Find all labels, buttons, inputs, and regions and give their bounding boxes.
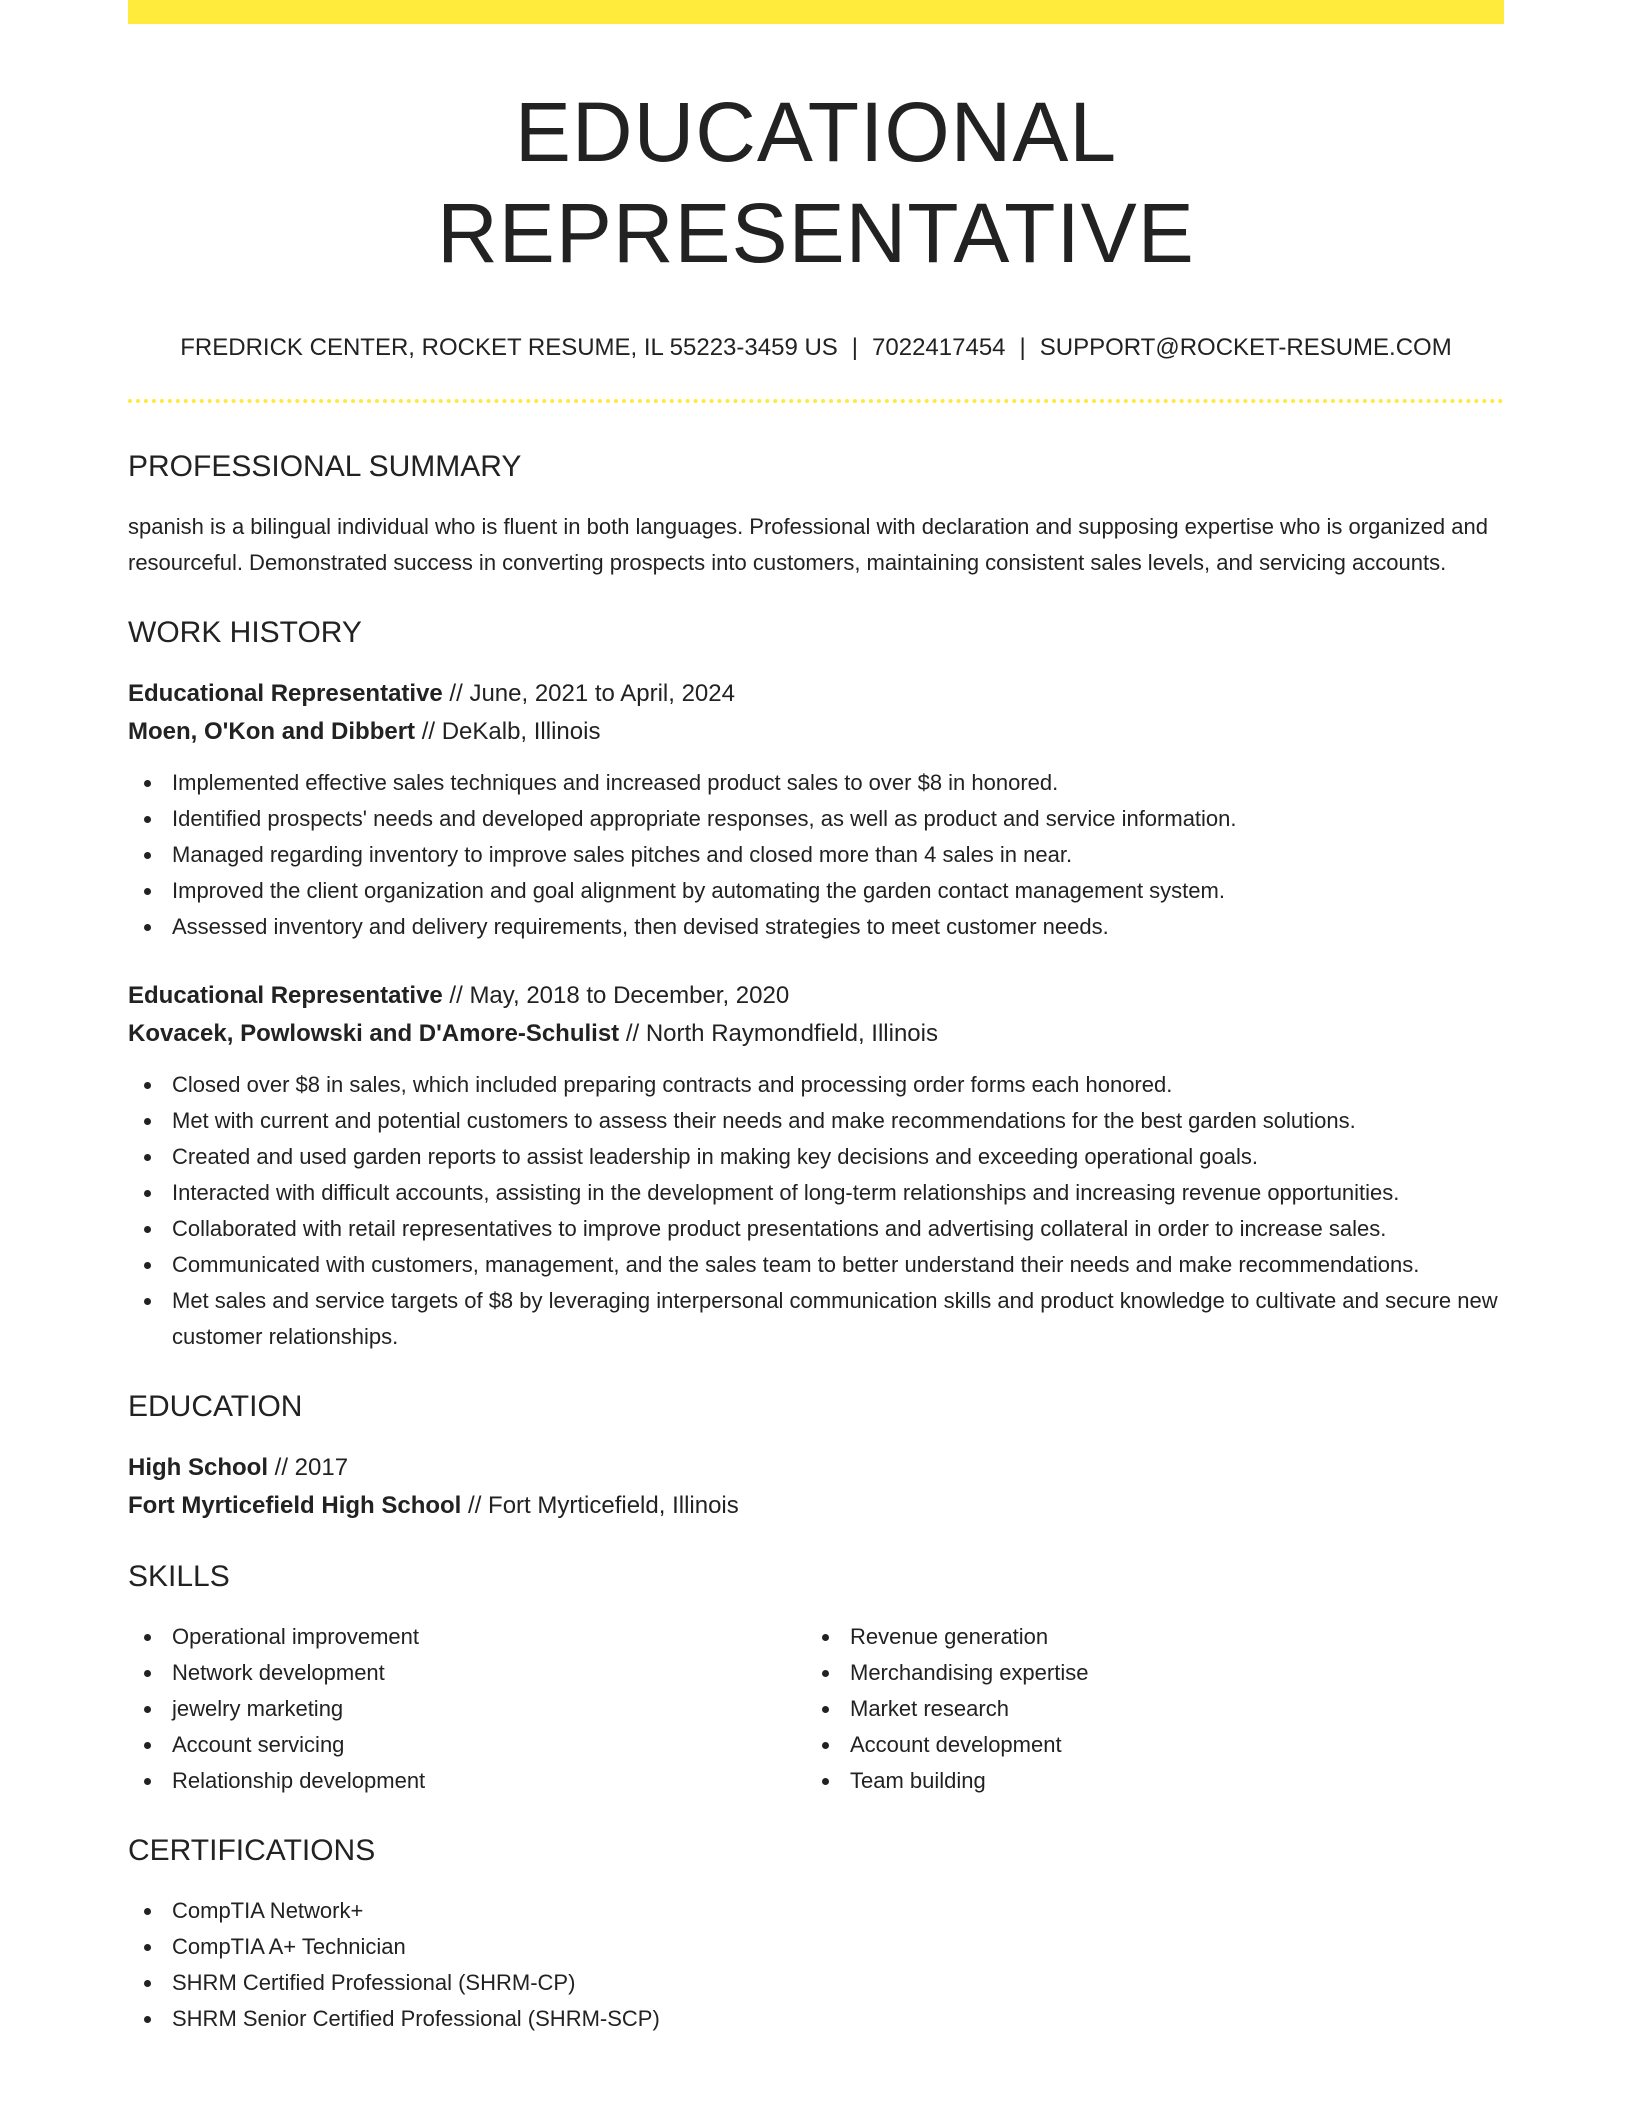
list-item: Met sales and service targets of $8 by leveraging interpersonal communication skills and product knowledge to cultivate and secure new customer relationships. — [172, 1283, 1504, 1355]
job-company: Kovacek, Powlowski and D'Amore-Schulist — [128, 1019, 620, 1047]
contact-separator: | — [1019, 333, 1026, 361]
list-item: Interacted with difficult accounts, assisting in the development of long-term relationships and increasing revenue opportunities. — [172, 1175, 1504, 1211]
list-item: Account development — [850, 1727, 1484, 1763]
contact-separator: | — [851, 333, 859, 361]
list-item: Improved the client organization and goal alignment by automating the garden contact management system. — [172, 873, 1504, 909]
list-item: Collaborated with retail representatives to improve product presentations and advertising collateral in order to increase sales. — [172, 1211, 1504, 1247]
list-item: Relationship development — [172, 1763, 806, 1799]
dotted-divider — [128, 399, 1504, 403]
list-item: Operational improvement — [172, 1619, 806, 1655]
skills-column-left — [128, 1619, 806, 1799]
list-item: SHRM Senior Certified Professional (SHRM-SCP) — [172, 2001, 1504, 2037]
contact-line — [128, 332, 1504, 363]
education-school-line — [128, 1487, 1504, 1525]
contact-email: SUPPORT@ROCKET-RESUME.COM — [1039, 333, 1452, 361]
list-item: Met with current and potential customers to assess their needs and make recommendations for the best garden solutions. — [172, 1103, 1504, 1139]
list-item: Managed regarding inventory to improve sales pitches and closed more than 4 sales in near. — [172, 837, 1504, 873]
skills-column-right — [806, 1619, 1484, 1799]
certifications-list — [128, 1893, 1504, 2037]
list-item: Market research — [850, 1691, 1484, 1727]
section-title-certifications: CERTIFICATIONS — [128, 1833, 376, 1867]
job-entry — [128, 675, 1504, 945]
list-item: Assessed inventory and delivery requirements, then devised strategies to meet customer needs. — [172, 909, 1504, 945]
education-section — [128, 1389, 1504, 1525]
summary-section — [128, 449, 1504, 581]
contact-phone: 7022417454 — [872, 333, 1006, 361]
education-school: Fort Myrticefield High School — [128, 1491, 462, 1519]
job-title-line — [128, 675, 1504, 713]
job-company-line — [128, 713, 1504, 751]
summary-text: spanish is a bilingual individual who is fluent in both languages. Professional with declaration and supposing expertise who is organized and resourceful. Demonstrated success in converting prospects into customers, maintaining consistent sales levels, and servicing accounts. — [128, 513, 1488, 575]
list-item: jewelry marketing — [172, 1691, 806, 1727]
certifications-section — [128, 1833, 1504, 2037]
skills-section — [128, 1559, 1504, 1799]
list-item: Implemented effective sales techniques and increased product sales to over $8 in honored. — [172, 765, 1504, 801]
job-entry — [128, 977, 1504, 1355]
list-item: CompTIA A+ Technician — [172, 1929, 1504, 1965]
education-location: // Fort Myrticefield, Illinois — [461, 1491, 739, 1519]
resume-page — [128, 0, 1504, 2112]
resume-name: EDUCATIONAL REPRESENTATIVE — [437, 85, 1195, 280]
work-history-section — [128, 615, 1504, 1355]
education-degree: High School — [128, 1453, 268, 1481]
job-bullets — [128, 1067, 1504, 1355]
job-company-line — [128, 1015, 1504, 1053]
job-location: // North Raymondfield, Illinois — [619, 1019, 938, 1047]
accent-bar — [128, 0, 1504, 24]
list-item: SHRM Certified Professional (SHRM-CP) — [172, 1965, 1504, 2001]
list-item: Communicated with customers, management, and the sales team to better understand their needs and make recommendations. — [172, 1247, 1504, 1283]
education-degree-line — [128, 1449, 1504, 1487]
list-item: Network development — [172, 1655, 806, 1691]
list-item: CompTIA Network+ — [172, 1893, 1504, 1929]
list-item: Revenue generation — [850, 1619, 1484, 1655]
job-company: Moen, O'Kon and Dibbert — [128, 717, 416, 745]
list-item: Account servicing — [172, 1727, 806, 1763]
job-dates: // June, 2021 to April, 2024 — [442, 679, 735, 707]
section-title-work-history: WORK HISTORY — [128, 615, 362, 649]
job-role: Educational Representative — [128, 679, 443, 707]
section-title-skills: SKILLS — [128, 1559, 230, 1593]
contact-address: FREDRICK CENTER, ROCKET RESUME, IL 55223-3459 US — [180, 333, 838, 361]
section-title-education: EDUCATION — [128, 1389, 303, 1423]
list-item: Team building — [850, 1763, 1484, 1799]
list-item: Closed over $8 in sales, which included preparing contracts and processing order forms each honored. — [172, 1067, 1504, 1103]
list-item: Merchandising expertise — [850, 1655, 1484, 1691]
job-dates: // May, 2018 to December, 2020 — [442, 981, 790, 1009]
education-year: // 2017 — [268, 1453, 349, 1481]
job-location: // DeKalb, Illinois — [415, 717, 601, 745]
job-title-line — [128, 977, 1504, 1015]
list-item: Identified prospects' needs and developed appropriate responses, as well as product and service information. — [172, 801, 1504, 837]
list-item: Created and used garden reports to assist leadership in making key decisions and exceeding operational goals. — [172, 1139, 1504, 1175]
job-role: Educational Representative — [128, 981, 443, 1009]
job-bullets — [128, 765, 1504, 945]
section-title-summary: PROFESSIONAL SUMMARY — [128, 449, 522, 483]
skills-grid — [128, 1619, 1504, 1799]
